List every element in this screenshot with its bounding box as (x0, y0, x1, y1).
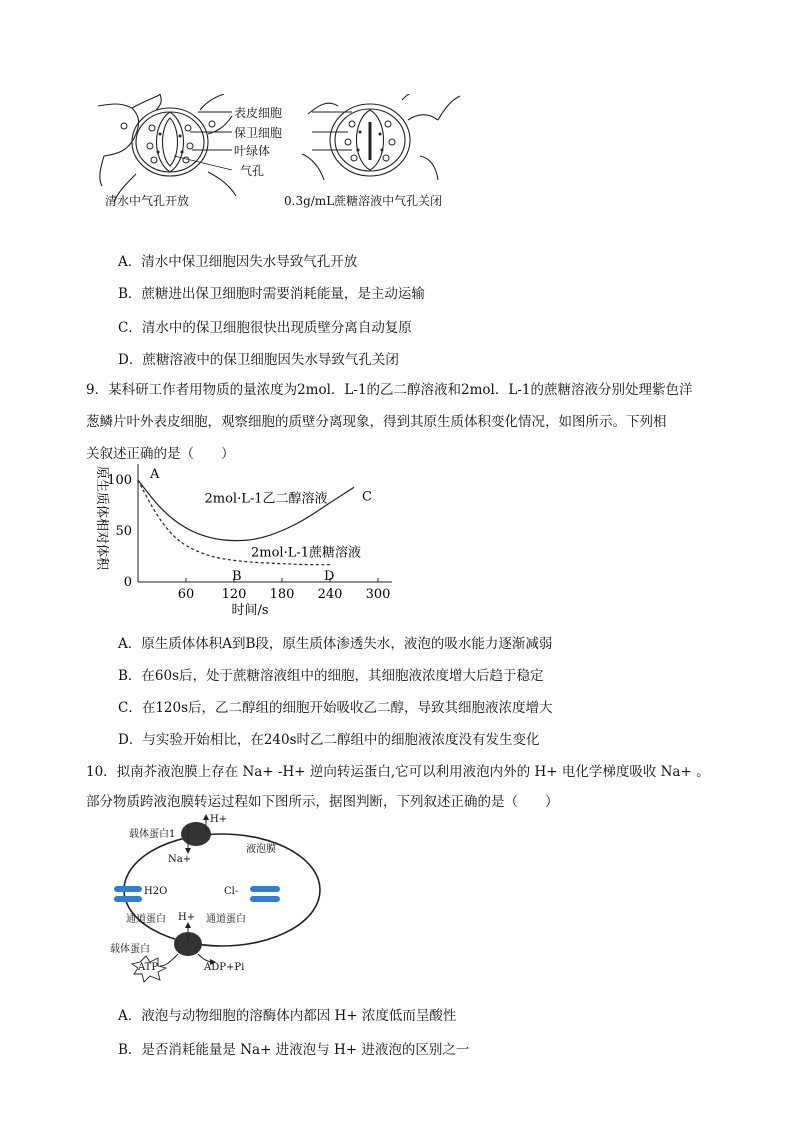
x-tick-label: 120 (221, 587, 247, 602)
series-label-ethylene-glycol: 2mol·L-1乙二醇溶液 (204, 491, 328, 507)
q9-line2: 葱鳞片叶外表皮细胞，观察细胞的质壁分离现象，得到其原生质体积变化情况，如图所示。下列相 (86, 414, 667, 430)
label-h-bottom: H+ (178, 912, 196, 923)
x-tick-label: 300 (365, 587, 391, 602)
label-membrane: 液泡膜 (246, 844, 276, 855)
label-chloroplast: 叶绿体 (234, 144, 271, 158)
label-channel-right: 通道蛋白 (206, 914, 246, 925)
caption-sucrose: 0.3g/mL蔗糖溶液中气孔关闭 (284, 194, 443, 208)
q9-option-a: A．原生质体体积A到B段，原生质体渗透失水，液泡的吸水能力逐渐减弱 (118, 636, 553, 652)
protoplast-volume-chart (86, 460, 396, 620)
q10-line1: 10．拟南芥液泡膜上存在 Na+ -H+ 逆向转运蛋白,它可以利用液泡内外的 H+ 电化学梯度吸收 Na+ 。 (86, 764, 710, 780)
label-channel-left: 通道蛋白 (126, 914, 166, 925)
label-h-top: H+ (210, 814, 228, 825)
caption-water: 清水中气孔开放 (105, 194, 190, 208)
label-adp: ADP+Pi (204, 962, 245, 973)
q8-option-a: A．清水中保卫细胞因失水导致气孔开放 (118, 254, 358, 270)
label-na: Na+ (168, 854, 192, 865)
q9-option-b: B．在60s后，处于蔗糖溶液组中的细胞，其细胞液浓度增大后趋于稳定 (118, 668, 544, 684)
y-tick-label: 100 (107, 473, 132, 489)
point-label: D (324, 569, 335, 584)
y-tick-label: 50 (115, 524, 132, 540)
label-guard-cell: 保卫细胞 (234, 126, 283, 140)
series-label-sucrose: 2mol·L-1蔗糖溶液 (250, 545, 362, 561)
q9-option-d: D．与实验开始相比，在240s时乙二醇组中的细胞液浓度没有发生变化 (118, 732, 540, 748)
q10-line2: 部分物质跨液泡膜转运过程如下图所示，据图判断，下列叙述正确的是（ ） (86, 794, 559, 810)
x-tick-label: 180 (269, 587, 295, 602)
point-label: B (232, 569, 242, 584)
label-cl: Cl- (224, 886, 239, 897)
q10-option-b: B．是否消耗能量是 Na+ 进液泡与 H+ 进液泡的区别之一 (118, 1042, 470, 1058)
point-label: A (150, 467, 160, 483)
q8-option-d: D．蔗糖溶液中的保卫细胞因失水导致气孔关闭 (118, 352, 399, 368)
q8-option-c: C．清水中的保卫细胞很快出现质壁分离自动复原 (118, 320, 412, 336)
q9-option-c: C．在120s后，乙二醇组的细胞开始吸收乙二醇，导致其细胞液浓度增大 (118, 700, 553, 716)
y-axis-label: 原生质体相对体积 (94, 466, 109, 571)
x-tick-label: 60 (177, 587, 195, 602)
y-tick-label: 0 (123, 575, 132, 590)
label-carrier2: 载体蛋白 (110, 944, 150, 955)
q9-line1: 9．某科研工作者用物质的量浓度为2mol．L-1的乙二醇溶液和2mol．L-1的蔗糖溶液分别处理紫色洋 (86, 382, 693, 398)
label-stoma: 气孔 (240, 164, 265, 178)
point-label: C (362, 489, 372, 505)
label-epidermal-cell: 表皮细胞 (234, 106, 283, 120)
q10-option-a: A．液泡与动物细胞的溶酶体内都因 H+ 浓度低而呈酸性 (118, 1008, 457, 1024)
x-axis-label: 时间/s (231, 603, 269, 618)
q9-line3: 关叙述正确的是（ ） (86, 446, 235, 462)
x-tick-label: 240 (317, 587, 343, 602)
label-h2o: H2O (144, 886, 168, 897)
label-carrier1: 载体蛋白1 (129, 829, 176, 840)
label-atp: ATP (138, 962, 159, 973)
q8-option-b: B．蔗糖进出保卫细胞时需要消耗能量，是主动运输 (118, 286, 425, 302)
